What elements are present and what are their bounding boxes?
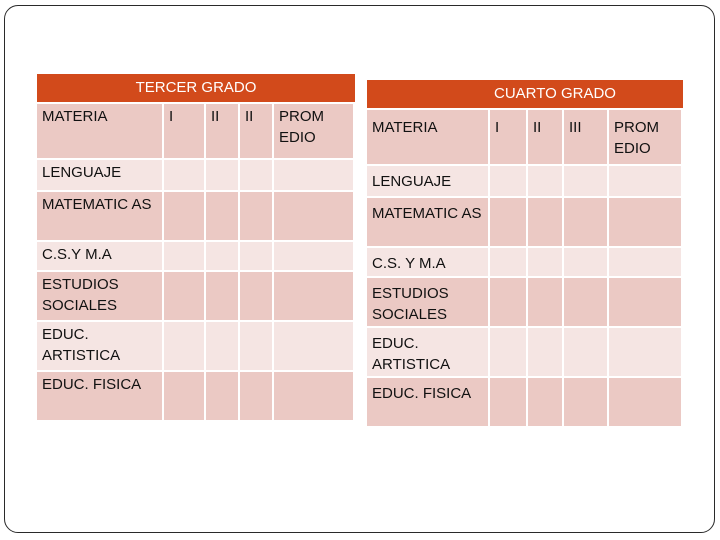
- average-cell[interactable]: [609, 166, 681, 196]
- average-cell[interactable]: [274, 322, 353, 370]
- average-cell[interactable]: [274, 160, 353, 190]
- grade-cell[interactable]: [564, 198, 607, 246]
- subject-cs-ma: C.S. Y M.A: [367, 248, 488, 276]
- header-period-1: I: [164, 104, 204, 158]
- grade-cell[interactable]: [240, 322, 272, 370]
- grade-cell[interactable]: [528, 198, 562, 246]
- table-title: CUARTO GRADO: [367, 80, 683, 108]
- header-period-3: III: [564, 110, 607, 164]
- header-promedio: PROM EDIO: [274, 104, 353, 158]
- subject-cs-ma: C.S.Y M.A: [37, 242, 162, 270]
- grade-cell[interactable]: [490, 198, 526, 246]
- header-period-3: II: [240, 104, 272, 158]
- header-period-1: I: [490, 110, 526, 164]
- grade-cell[interactable]: [240, 272, 272, 320]
- average-cell[interactable]: [609, 378, 681, 426]
- header-promedio: PROM EDIO: [609, 110, 681, 164]
- grade-cell[interactable]: [490, 166, 526, 196]
- grade-cell[interactable]: [490, 378, 526, 426]
- average-cell[interactable]: [609, 248, 681, 276]
- average-cell[interactable]: [609, 198, 681, 246]
- average-cell[interactable]: [274, 272, 353, 320]
- grade-cell[interactable]: [564, 378, 607, 426]
- grade-cell[interactable]: [164, 372, 204, 420]
- grade-cell[interactable]: [490, 248, 526, 276]
- grade-cell[interactable]: [240, 242, 272, 270]
- grade-cell[interactable]: [528, 278, 562, 326]
- subject-educ-fisica: EDUC. FISICA: [367, 378, 488, 426]
- grade-cell[interactable]: [564, 248, 607, 276]
- header-materia: MATERIA: [367, 110, 488, 164]
- average-cell[interactable]: [274, 192, 353, 240]
- subject-matematicas: MATEMATIC AS: [367, 198, 488, 246]
- grade-cell[interactable]: [564, 278, 607, 326]
- grade-cell[interactable]: [564, 328, 607, 376]
- grade-cell[interactable]: [528, 248, 562, 276]
- grade-cell[interactable]: [490, 278, 526, 326]
- grade-cell[interactable]: [206, 272, 238, 320]
- grade-cell[interactable]: [164, 192, 204, 240]
- average-cell[interactable]: [274, 242, 353, 270]
- average-cell[interactable]: [609, 328, 681, 376]
- grade-cell[interactable]: [564, 166, 607, 196]
- grade-cell[interactable]: [240, 192, 272, 240]
- grade-cell[interactable]: [240, 160, 272, 190]
- grade-cell[interactable]: [206, 322, 238, 370]
- grade-cell[interactable]: [528, 378, 562, 426]
- subject-estudios-sociales: ESTUDIOS SOCIALES: [37, 272, 162, 320]
- grade-cell[interactable]: [206, 242, 238, 270]
- subject-matematicas: MATEMATIC AS: [37, 192, 162, 240]
- subject-educ-artistica: EDUC. ARTISTICA: [37, 322, 162, 370]
- subject-educ-fisica: EDUC. FISICA: [37, 372, 162, 420]
- header-materia: MATERIA: [37, 104, 162, 158]
- subject-estudios-sociales: ESTUDIOS SOCIALES: [367, 278, 488, 326]
- grade-cell[interactable]: [206, 192, 238, 240]
- table-title: TERCER GRADO: [37, 74, 355, 102]
- grade-cell[interactable]: [490, 328, 526, 376]
- average-cell[interactable]: [609, 278, 681, 326]
- grade-cell[interactable]: [206, 160, 238, 190]
- subject-educ-artistica: EDUC. ARTISTICA: [367, 328, 488, 376]
- cuarto-grado-table: [367, 80, 683, 426]
- tercer-grado-table: [37, 74, 355, 420]
- grade-cell[interactable]: [240, 372, 272, 420]
- header-period-2: II: [528, 110, 562, 164]
- grade-cell[interactable]: [164, 322, 204, 370]
- header-period-2: II: [206, 104, 238, 158]
- grade-cell[interactable]: [164, 242, 204, 270]
- grade-cell[interactable]: [206, 372, 238, 420]
- subject-lenguaje: LENGUAJE: [37, 160, 162, 190]
- grade-cell[interactable]: [164, 160, 204, 190]
- subject-lenguaje: LENGUAJE: [367, 166, 488, 196]
- grade-cell[interactable]: [528, 166, 562, 196]
- grade-cell[interactable]: [164, 272, 204, 320]
- average-cell[interactable]: [274, 372, 353, 420]
- grade-cell[interactable]: [528, 328, 562, 376]
